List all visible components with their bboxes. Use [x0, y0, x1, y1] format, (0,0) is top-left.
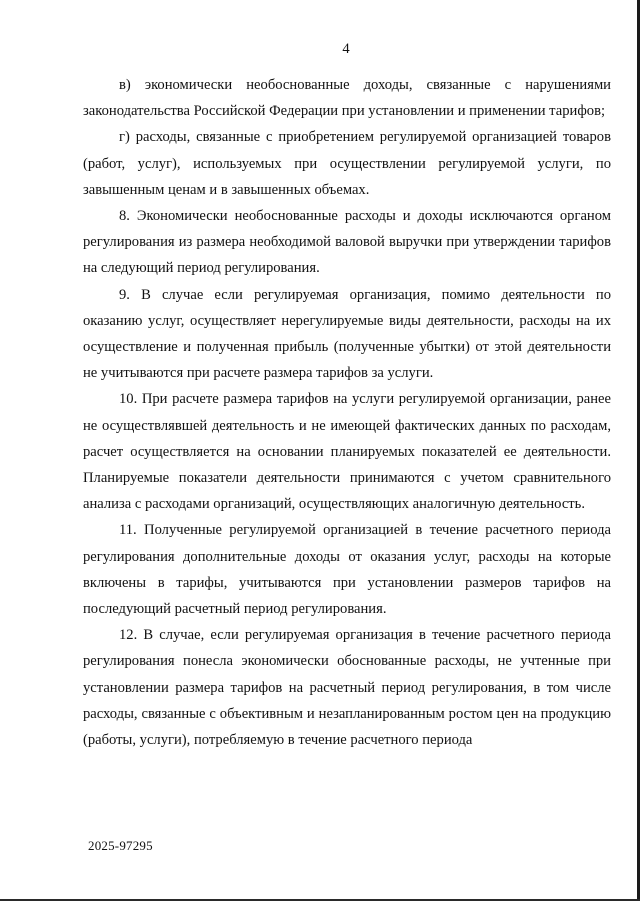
document-id: 2025-97295	[88, 838, 153, 853]
paragraph-12: 12. В случае, если регулируемая организация в течение расчетного периода регулирования понесла экономически обоснованные расходы, не учтенные при установлении размера тарифов на расчетный период регулирования, в том числе расходы, связанные с объективным и незапланированным ростом цен на продукцию (работы, услуги), потребляемую в течение расчетного периода	[83, 627, 611, 749]
paragraph-g: г) расходы, связанные с приобретением регулируемой организацией товаров (работ, услуг), используемых при осуществлении регулируемой услуги, по завышенным ценам и в завышенных объемах.	[83, 129, 611, 198]
paragraph-10: 10. При расчете размера тарифов на услуги регулируемой организации, ранее не осуществлявшей деятельность и не имеющей фактических данных по расходам, расчет осуществляется на основании планируемых показателей ее деятельности. Планируемые показатели деятельности принимаются с учетом сравнительного анализа с расходами организаций, осуществляющих аналогичную деятельность.	[83, 391, 611, 513]
paragraph-11: 11. Полученные регулируемой организацией в течение расчетного периода регулирования дополнительные доходы от оказания услуг, расходы на которые включены в тарифы, учитываются при установлении размеров тарифов на последующий расчетный период регулирования.	[83, 522, 611, 618]
page-number: 4	[342, 41, 350, 57]
paragraph-v: в) экономически необоснованные доходы, связанные с нарушениями законодательства Российской Федерации при установлении и применении тарифов;	[83, 77, 611, 120]
document-body	[83, 72, 611, 753]
paragraph-8: 8. Экономически необоснованные расходы и доходы исключаются органом регулирования из размера необходимой валовой выручки при утверждении тарифов на следующий период регулирования.	[83, 208, 611, 277]
paragraph-9: 9. В случае если регулируемая организация, помимо деятельности по оказанию услуг, осуществляет нерегулируемые виды деятельности, расходы на их осуществление и полученная прибыль (полученные убытки) от этой деятельности не учитываются при расчете размера тарифов за услуги.	[83, 286, 611, 382]
